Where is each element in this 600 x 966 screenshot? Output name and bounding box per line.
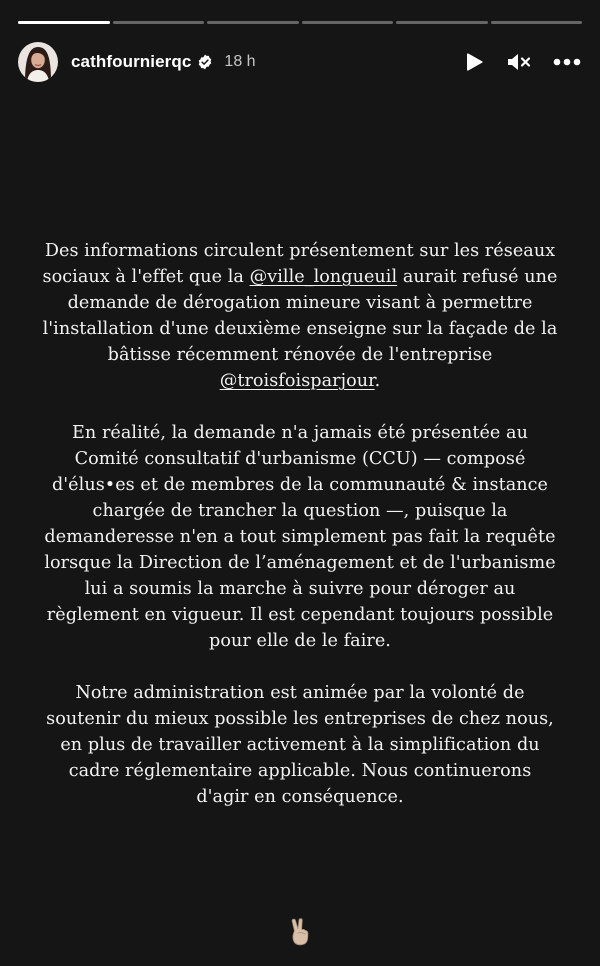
progress-segment — [18, 21, 110, 24]
progress-segment — [302, 21, 394, 24]
paragraph-1-text-a: Des informations circulent présentement sur les réseaux sociaux à l'effet que la — [42, 241, 556, 287]
paragraph-1-text-b: aurait refusé une demande de dérogation mineure visant à permettre l'installation d'une deuxième enseigne sur la façade de la bâtisse récemment rénovée de l'entreprise — [42, 267, 558, 365]
story-header — [18, 41, 582, 83]
more-dots-icon — [553, 58, 581, 66]
story-controls — [464, 51, 582, 73]
speaker-muted-icon — [507, 52, 531, 72]
emoji-row — [0, 918, 600, 946]
story-text — [40, 238, 560, 836]
mute-button[interactable] — [506, 51, 532, 73]
progress-segment — [207, 21, 299, 24]
paragraph-1 — [40, 238, 560, 394]
avatar[interactable] — [18, 42, 58, 82]
more-options-button[interactable] — [552, 51, 582, 73]
paragraph-1-text-c: . — [374, 371, 381, 391]
play-icon — [466, 52, 484, 72]
progress-segment — [113, 21, 205, 24]
username[interactable]: cathfournierqc — [71, 52, 192, 71]
progress-segment — [396, 21, 488, 24]
victory-hand-emoji — [288, 918, 312, 946]
paragraph-2: En réalité, la demande n'a jamais été présentée au Comité consultatif d'urbanisme (CCU) — composé d'élus•es et de membres de la communauté & instance chargée de trancher la question —, puisque la demanderesse n'en a tout simplement pas fait la requête lorsque la Direction de l’aménagement et de l'urbanisme lui a soumis la marche à suivre pour déroger au règlement en vigueur. Il est cependant toujours possible pour elle de le faire. — [44, 423, 556, 651]
play-button[interactable] — [464, 51, 486, 73]
post-time: 18 h — [224, 53, 256, 70]
progress-segment — [491, 21, 583, 24]
mention-troisfoisparjour[interactable]: @troisfoisparjour — [219, 371, 375, 391]
verified-badge-icon — [197, 54, 213, 70]
paragraph-3: Notre administration est animée par la volonté de soutenir du mieux possible les entreprises de chez nous, en plus de travailler activement à la simplification du cadre réglementaire applicable. Nous continuerons d'agir en conséquence. — [46, 683, 554, 807]
story-progress-bar — [18, 21, 582, 24]
mention-ville-longueuil[interactable]: @ville_longueuil — [249, 267, 398, 287]
